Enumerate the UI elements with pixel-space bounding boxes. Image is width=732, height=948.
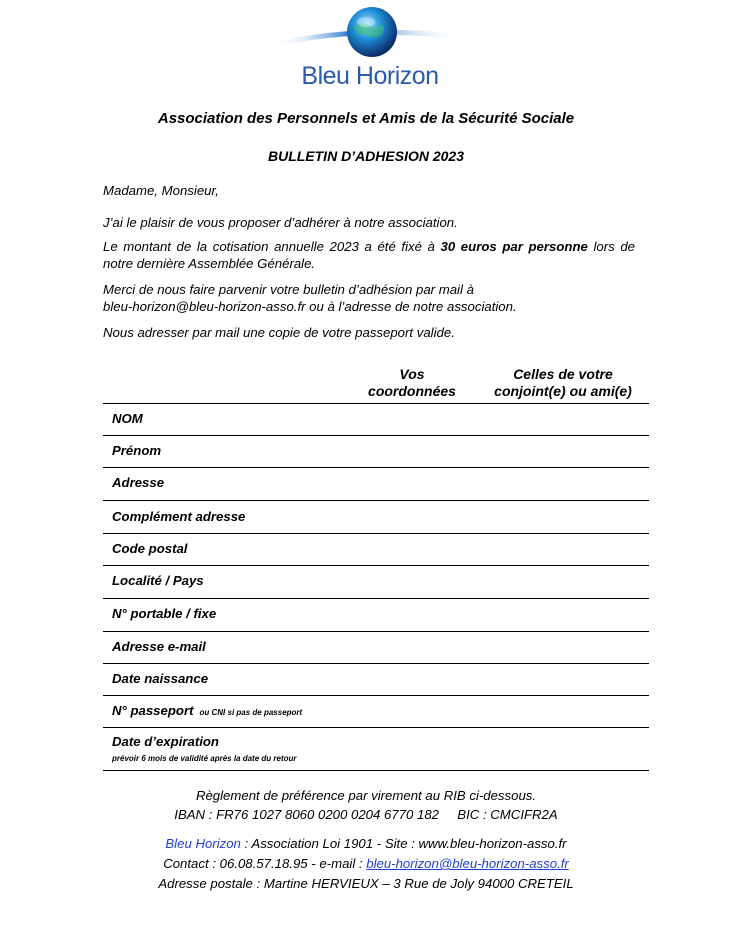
row-label: N° portable / fixe — [112, 606, 217, 621]
row-label: Prénom — [112, 443, 162, 458]
send-instructions-line1: Merci de nous faire parvenir votre bulletin d’adhésion par mail à — [103, 282, 474, 297]
fee-amount: 30 euros par personne — [440, 239, 588, 254]
column-header-partner-line1: Celles de votre — [513, 366, 613, 382]
row-label — [112, 703, 302, 718]
contact-email-link[interactable]: bleu-horizon@bleu-horizon-asso.fr — [366, 856, 569, 871]
contact-info — [0, 856, 732, 871]
contact-phone: Contact : 06.08.57.18.95 - e-mail : — [163, 856, 367, 871]
column-header-yours — [357, 366, 467, 400]
logo-wordmark: Bleu Horizon — [301, 62, 439, 90]
form-row-telephone[interactable] — [103, 598, 649, 631]
bank-details: IBAN : FR76 1027 8060 0200 0204 6770 182 BIC : CMCIFR2A — [174, 807, 558, 822]
association-site: : Association Loi 1901 - Site : www.bleu-horizon-asso.fr — [240, 836, 567, 851]
form-row-complement-adresse[interactable] — [103, 500, 649, 533]
fee-text-end: lors de notre dernière Assemblée Générale. — [103, 239, 636, 271]
association-brand-name: Bleu Horizon — [165, 836, 241, 851]
row-label: Complément adresse — [112, 509, 246, 524]
paragraph-send-line2: bleu-horizon@bleu-horizon-asso.fr ou à l’adresse de notre association. — [103, 299, 517, 314]
form-title: BULLETIN D’ADHESION 2023 — [267, 148, 465, 164]
paragraph-send-line1 — [103, 281, 635, 298]
form-row-localite-pays[interactable] — [103, 565, 649, 598]
row-label: Date d’expiration — [112, 734, 219, 749]
form-row-nom[interactable] — [103, 403, 649, 435]
expiration-note: prévoir 6 mois de validité après la date du retour — [112, 754, 297, 763]
row-label: Date naissance — [112, 671, 209, 686]
row-label: Adresse e-mail — [112, 639, 206, 654]
paragraph-fee — [103, 238, 635, 272]
column-header-partner — [478, 366, 648, 400]
column-header-yours-line1: Vos — [399, 366, 425, 382]
column-header-partner-line2: conjoint(e) ou ami(e) — [494, 383, 632, 399]
fee-text-start: Le montant de la cotisation annuelle 2023 a été fixé à — [103, 239, 441, 254]
row-label: NOM — [112, 411, 143, 426]
form-row-email[interactable] — [103, 631, 649, 663]
form-row-prenom[interactable] — [103, 435, 649, 467]
form-row-code-postal[interactable] — [103, 533, 649, 565]
form-row-passeport[interactable] — [103, 695, 649, 727]
paragraph-invitation: J’ai le plaisir de vous proposer d’adhérer à notre association. — [103, 215, 458, 230]
row-label: Code postal — [112, 541, 188, 556]
payment-note: Règlement de préférence par virement au RIB ci-dessous. — [195, 788, 537, 803]
membership-form-table — [103, 403, 649, 771]
association-info — [0, 836, 732, 851]
form-row-date-expiration[interactable] — [103, 727, 649, 771]
column-header-yours-line2: coordonnées — [368, 383, 456, 399]
greeting: Madame, Monsieur, — [103, 183, 219, 198]
bleu-horizon-logo — [270, 4, 470, 94]
row-label: Localité / Pays — [112, 573, 204, 588]
postal-address: Adresse postale : Martine HERVIEUX – 3 Rue de Joly 94000 CRETEIL — [158, 876, 574, 891]
row-label: Adresse — [112, 475, 165, 490]
passport-note: ou CNI si pas de passeport — [199, 708, 303, 717]
paragraph-passport: Nous adresser par mail une copie de votre passeport valide. — [103, 325, 455, 340]
association-name: Association des Personnels et Amis de la Sécurité Sociale — [157, 110, 575, 127]
form-row-adresse[interactable] — [103, 467, 649, 500]
passport-label: N° passeport — [112, 703, 194, 718]
form-row-date-naissance[interactable] — [103, 663, 649, 695]
